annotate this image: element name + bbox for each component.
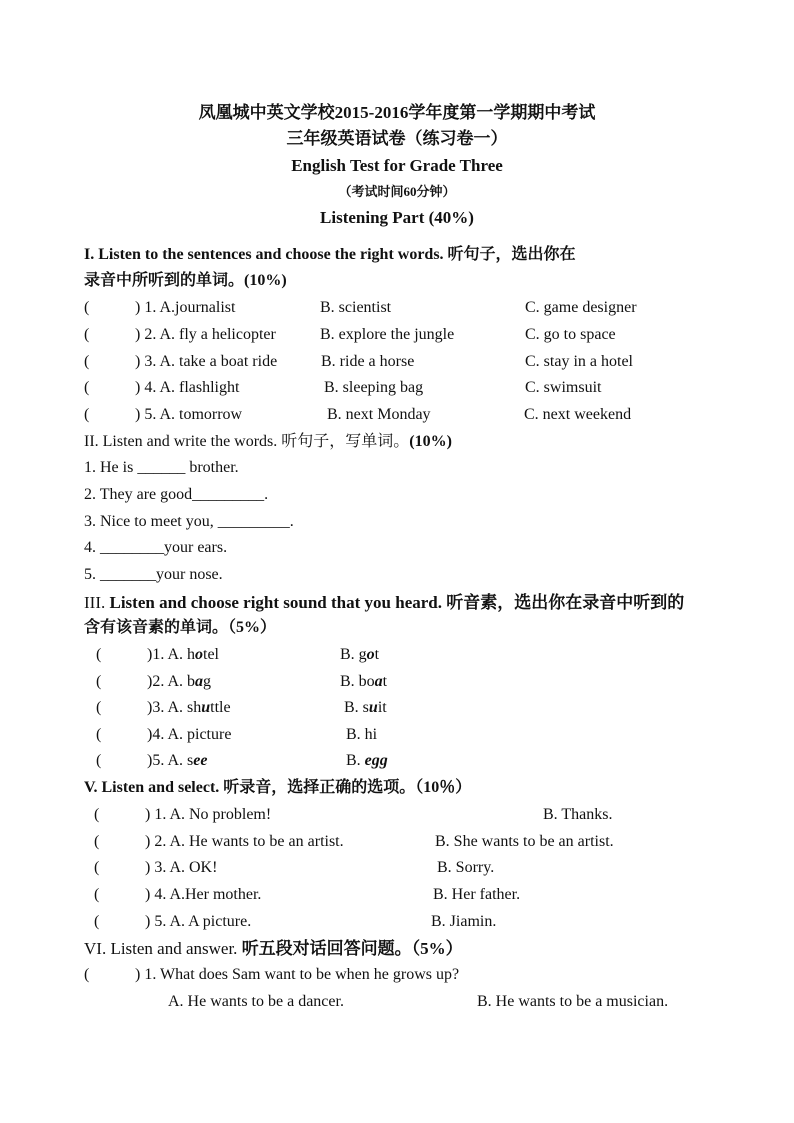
sound-2-b-suffix: t: [382, 673, 388, 690]
section-3-heading-text: Listen and choose right sound that you heard. 听音素，选出你在录音中听到的: [105, 593, 685, 612]
answer-paren: (: [84, 326, 90, 343]
question-2-option-a: ) 2. A. fly a helicopter: [135, 326, 276, 343]
fill-blank-3: 3. Nice to meet you, _________.: [84, 513, 294, 530]
sound-2-a-highlight: a: [195, 673, 203, 690]
sound-4-a-prefix: )4. A. picture: [147, 726, 232, 743]
sound-3-option-b: [344, 700, 387, 716]
sound-2-b-highlight: a: [374, 673, 383, 690]
sound-1-b-highlight: o: [366, 646, 375, 663]
sound-4-option-a: [147, 727, 231, 743]
question-3-option-c: C. stay in a hotel: [525, 353, 633, 370]
question-2-option-c: C. go to space: [525, 326, 616, 343]
answer-paren: (: [84, 406, 90, 423]
question-3-option-b: B. ride a horse: [321, 353, 415, 370]
section-6-heading-en: VI. Listen and answer.: [84, 939, 238, 958]
sound-3-a-prefix: )3. A. sh: [147, 699, 202, 716]
answer-paren: (: [94, 833, 100, 850]
answer-paren: (: [84, 353, 90, 370]
question-2-option-b: B. explore the jungle: [320, 326, 455, 343]
section-3-heading-cont: 含有该音素的单词。（5%）: [84, 619, 277, 636]
sound-4-option-b: [346, 727, 377, 743]
section-1-heading-cont: 录音中所听到的单词。(10%): [84, 272, 287, 289]
section-2-percent: (10%): [409, 433, 452, 450]
question-4-option-a: ) 4. A. flashlight: [135, 379, 240, 396]
question-3-option-a: ) 3. A. take a boat ride: [135, 353, 278, 370]
question-5-option-c: C. next weekend: [524, 406, 632, 423]
sound-1-option-a: [147, 647, 219, 663]
section-3-number: III.: [84, 593, 106, 612]
fill-blank-1: 1. He is ______ brother.: [84, 459, 239, 476]
question-5-option-b: B. next Monday: [327, 406, 431, 423]
fill-blank-4: 4. ________your ears.: [84, 539, 228, 556]
section-3-heading: [84, 594, 684, 611]
english-title: English Test for Grade Three: [291, 156, 503, 175]
question-5-option-a: ) 5. A. tomorrow: [135, 406, 243, 423]
exam-time: （考试时间60分钟）: [338, 184, 456, 199]
question-1-option-a: ) 1. A.journalist: [135, 299, 236, 316]
select-5-option-b: B. Jiamin.: [431, 913, 497, 930]
sound-3-a-suffix: ttle: [210, 699, 231, 716]
sound-2-a-suffix: g: [203, 673, 211, 690]
answer-paren: (: [96, 752, 102, 769]
sound-3-b-highlight: u: [368, 699, 378, 716]
sound-3-a-highlight: u: [201, 699, 211, 716]
answer-paren: (: [94, 806, 100, 823]
question-1-option-b: B. scientist: [320, 299, 392, 316]
sound-4-b-prefix: B. hi: [346, 726, 378, 743]
sound-3-b-suffix: it: [377, 699, 387, 716]
sound-2-b-prefix: B. bo: [340, 673, 375, 690]
question-4-option-b: B. sleeping bag: [324, 379, 424, 396]
answer-paren: (: [84, 966, 90, 983]
sound-5-a-prefix: )5. A. s: [147, 752, 194, 769]
fill-blank-5: 5. _______your nose.: [84, 566, 223, 583]
section-5-heading: V. Listen and select. 听录音，选择正确的选项。（10％）: [84, 779, 472, 796]
section-2-heading: [84, 434, 452, 450]
section-2-heading-en: II. Listen and write the words.: [84, 433, 278, 450]
section-6-heading-cn: 听五段对话回答问题。（5%）: [237, 939, 463, 958]
answer-paren: (: [96, 726, 102, 743]
sound-5-a-highlight: ee: [193, 752, 208, 769]
select-1-option-b: B. Thanks.: [543, 806, 613, 823]
question-1-option-c: C. game designer: [525, 299, 637, 316]
sound-5-b-highlight: egg: [364, 752, 388, 769]
sound-2-a-prefix: )2. A. b: [147, 673, 195, 690]
select-1-option-a: ) 1. A. No problem!: [145, 806, 272, 823]
sound-2-option-b: [340, 674, 387, 690]
select-2-option-a: ) 2. A. He wants to be an artist.: [145, 833, 344, 850]
answer-paren: (: [84, 379, 90, 396]
answer-paren: (: [94, 859, 100, 876]
select-3-option-a: ) 3. A. OK!: [145, 859, 218, 876]
sound-1-b-suffix: t: [374, 646, 380, 663]
sound-5-option-b: [346, 753, 388, 769]
answer-1-option-a: A. He wants to be a dancer.: [168, 993, 344, 1010]
section-6-heading: [84, 940, 463, 957]
question-4-option-c: C. swimsuit: [525, 379, 602, 396]
answer-paren: (: [96, 699, 102, 716]
section-2-heading-cn: 听句子，写单词。: [277, 433, 410, 450]
sound-5-option-a: [147, 753, 207, 769]
sound-1-a-prefix: )1. A. h: [147, 646, 195, 663]
exam-subtitle: 三年级英语试卷（练习卷一）: [286, 129, 508, 148]
answer-paren: (: [96, 673, 102, 690]
select-2-option-b: B. She wants to be an artist.: [435, 833, 614, 850]
sound-2-option-a: [147, 674, 211, 690]
select-3-option-b: B. Sorry.: [437, 859, 495, 876]
sound-5-b-prefix: B.: [346, 752, 365, 769]
answer-paren: (: [84, 299, 90, 316]
section-1-heading: I. Listen to the sentences and choose the right words. 听句子，选出你在: [84, 246, 576, 263]
sound-1-a-highlight: o: [195, 646, 203, 663]
answer-paren: (: [94, 886, 100, 903]
select-4-option-b: B. Her father.: [433, 886, 521, 903]
answer-paren: (: [94, 913, 100, 930]
answer-paren: (: [96, 646, 102, 663]
select-5-option-a: ) 5. A. A picture.: [145, 913, 252, 930]
sound-1-b-prefix: B. g: [340, 646, 367, 663]
sound-3-option-a: [147, 700, 231, 716]
sound-1-a-suffix: tel: [203, 646, 219, 663]
answer-question-1: ) 1. What does Sam want to be when he grows up?: [135, 966, 460, 983]
part-heading: Listening Part (40%): [320, 208, 474, 227]
fill-blank-2: 2. They are good_________.: [84, 486, 269, 503]
select-4-option-a: ) 4. A.Her mother.: [145, 886, 262, 903]
sound-1-option-b: [340, 647, 379, 663]
answer-1-option-b: B. He wants to be a musician.: [477, 993, 669, 1010]
school-exam-title: 凤凰城中英文学校2015-2016学年度第一学期期中考试: [198, 103, 596, 122]
sound-3-b-prefix: B. s: [344, 699, 369, 716]
